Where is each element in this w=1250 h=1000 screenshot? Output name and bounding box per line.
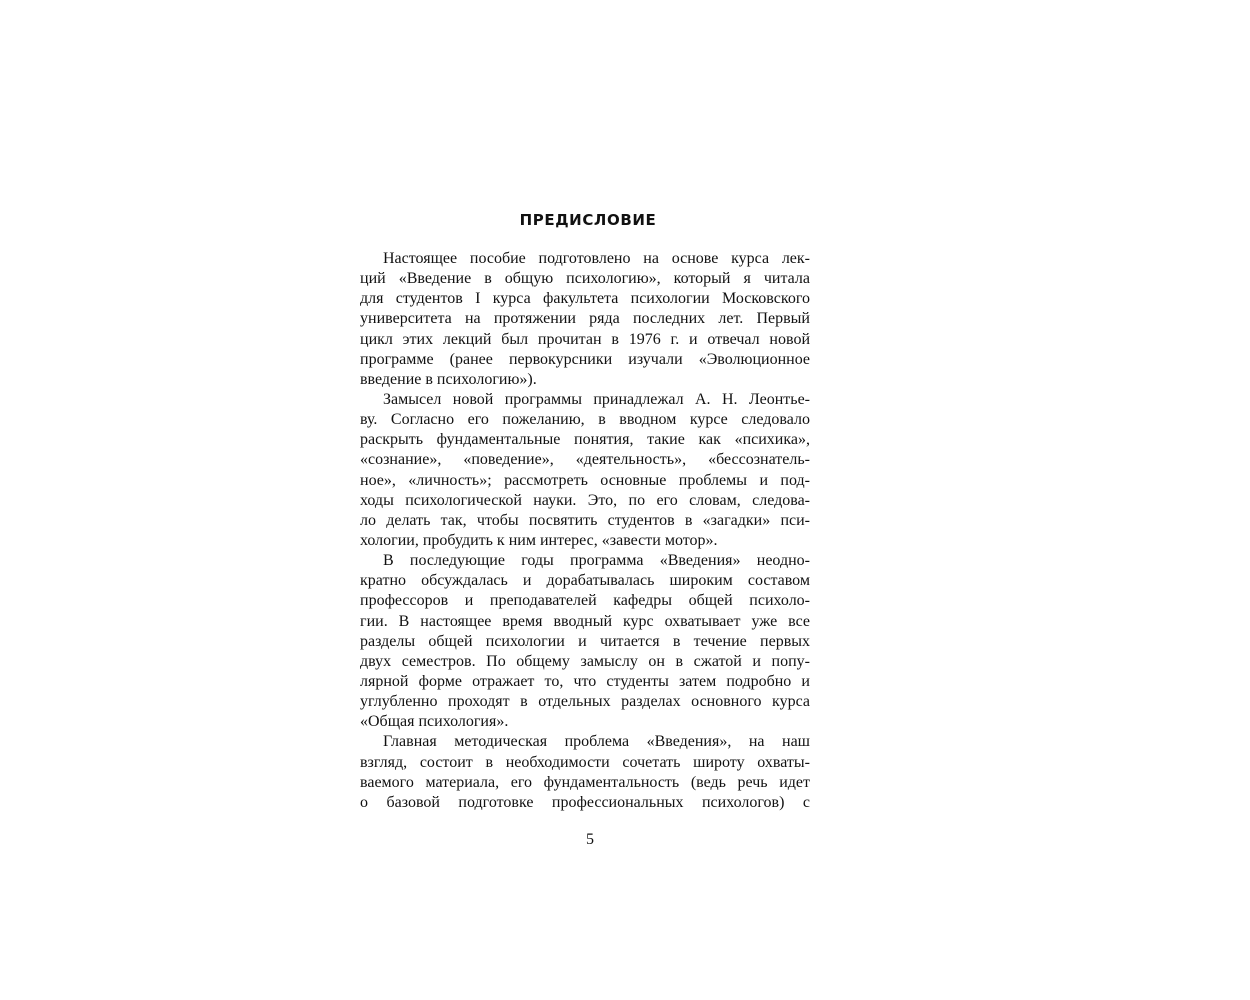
text-line: ло делать так, чтобы посвятить студентов в «загадки» пси- xyxy=(360,511,810,529)
text-line: В последующие годы программа «Введения» неодно- xyxy=(383,552,810,570)
text-line: университета на протяжении ряда последних лет. Первый xyxy=(360,310,810,328)
text-line: о базовой подготовке профессиональных психологов) с xyxy=(360,793,810,811)
text-line: профессоров и преподавателей кафедры общей психоло- xyxy=(360,592,810,610)
text-line: Замысел новой программы принадлежал А. Н. Леонтье- xyxy=(383,390,810,408)
text-line: лярной форме отражает то, что студенты затем подробно и xyxy=(360,672,810,690)
text-line: гии. В настоящее время вводный курс охватывает уже все xyxy=(360,612,810,630)
text-line: раскрыть фундаментальные понятия, такие как «психика», xyxy=(360,431,810,449)
page-number: 5 xyxy=(586,831,594,848)
text-line: ву. Согласно его пожеланию, в вводном курсе следовало xyxy=(360,411,810,429)
text-line: Главная методическая проблема «Введения», на наш xyxy=(383,733,810,751)
text-line: «Общая психология». xyxy=(360,713,509,731)
text-line: ций «Введение в общую психологию», который я читала xyxy=(360,270,810,288)
text-line: «сознание», «поведение», «деятельность», «бессознатель- xyxy=(360,451,810,469)
text-line: для студентов I курса факультета психологии Московского xyxy=(360,290,810,308)
text-line: разделы общей психологии и читается в течение первых xyxy=(360,632,810,650)
text-line: Настоящее пособие подготовлено на основе курса лек- xyxy=(383,250,810,267)
text-line: углубленно проходят в отдельных разделах основного курса xyxy=(360,693,810,711)
text-line: кратно обсуждалась и дорабатывалась широким составом xyxy=(360,572,810,590)
text-line: ваемого материала, его фундаментальность (ведь речь идет xyxy=(360,773,810,791)
text-line: взгляд, состоит в необходимости сочетать широту охваты- xyxy=(360,753,810,771)
text-line: ное», «личность»; рассмотреть основные проблемы и под- xyxy=(360,471,810,489)
text-line: двух семестров. По общему замыслу он в сжатой и попу- xyxy=(360,652,810,670)
text-line: программе (ранее первокурсники изучали «Эволюционное xyxy=(360,350,810,368)
page-heading: ПРЕДИСЛОВИЕ xyxy=(519,211,657,229)
book-page xyxy=(360,205,810,855)
text-line: цикл этих лекций был прочитан в 1976 г. и отвечал новой xyxy=(360,330,810,348)
text-line: введение в психологию»). xyxy=(360,370,537,388)
body-text xyxy=(360,249,810,813)
text-line: ходы психологической науки. Это, по его словам, следова- xyxy=(360,491,810,509)
text-line: хологии, пробудить к ним интерес, «завести мотор». xyxy=(360,531,718,549)
